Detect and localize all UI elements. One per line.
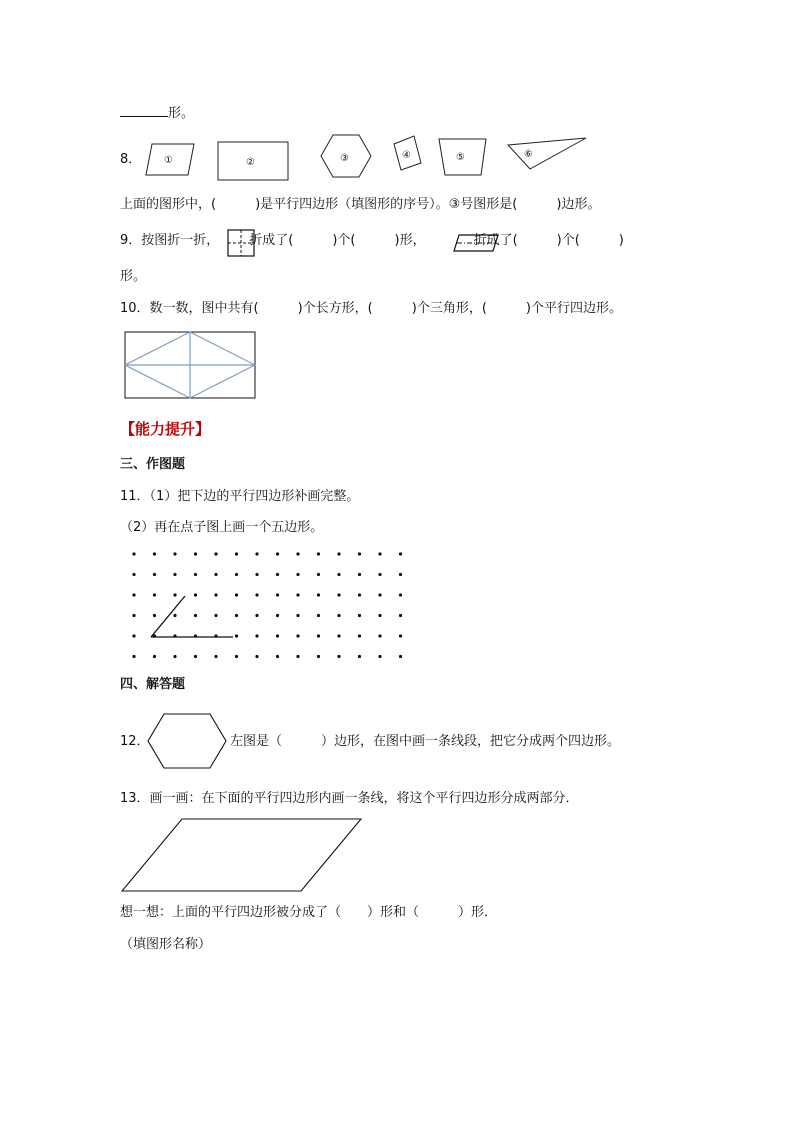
q13-line1: 13．画一画：在下面的平行四边形内画一条线，将这个平行四边形分成两部分． bbox=[120, 791, 579, 806]
q7-tail-line bbox=[120, 104, 194, 123]
grid-dot bbox=[235, 552, 238, 555]
grid-dot bbox=[255, 573, 258, 576]
grid-dot bbox=[296, 573, 299, 576]
grid-dot bbox=[378, 614, 381, 617]
q13-line3: （填图形名称） bbox=[120, 937, 212, 952]
q9-part1: 9．按图折一折， bbox=[120, 233, 220, 248]
grid-dot bbox=[317, 593, 320, 596]
grid-dot bbox=[255, 655, 258, 658]
grid-dot bbox=[173, 655, 176, 658]
q12-text: 左图是（ ）边形，在图中画一条线段，把它分成两个四边形。 bbox=[230, 734, 621, 749]
grid-dot bbox=[194, 573, 197, 576]
grid-dot bbox=[296, 634, 299, 637]
grid-dot bbox=[153, 593, 156, 596]
grid-dot bbox=[153, 552, 156, 555]
grid-dot bbox=[235, 593, 238, 596]
grid-dot bbox=[194, 614, 197, 617]
fold-parallelogram-icon bbox=[453, 233, 499, 253]
grid-dot bbox=[337, 614, 340, 617]
grid-dot bbox=[153, 573, 156, 576]
dot-grid bbox=[130, 548, 400, 663]
grid-dot bbox=[214, 614, 217, 617]
grid-dot bbox=[378, 552, 381, 555]
grid-dot bbox=[399, 552, 402, 555]
q9-line bbox=[120, 232, 624, 250]
q12-hexagon bbox=[146, 712, 228, 770]
grid-dot bbox=[214, 552, 217, 555]
shape-2-label: ② bbox=[246, 157, 255, 168]
q10-figure bbox=[124, 331, 256, 399]
grid-dot bbox=[235, 573, 238, 576]
answer-blank bbox=[120, 104, 168, 117]
grid-dot bbox=[194, 593, 197, 596]
grid-dot bbox=[296, 614, 299, 617]
grid-dot bbox=[132, 634, 135, 637]
section-improve-title: 【能力提升】 bbox=[120, 420, 211, 438]
grid-dot bbox=[317, 634, 320, 637]
grid-dot bbox=[173, 593, 176, 596]
shape-6-label: ⑥ bbox=[524, 149, 533, 160]
grid-dot bbox=[235, 614, 238, 617]
grid-dot bbox=[378, 634, 381, 637]
grid-dot bbox=[235, 655, 238, 658]
grid-dot bbox=[337, 655, 340, 658]
grid-dot bbox=[132, 614, 135, 617]
grid-dot bbox=[194, 552, 197, 555]
grid-dot bbox=[132, 552, 135, 555]
grid-dot bbox=[255, 634, 258, 637]
grid-dot bbox=[194, 655, 197, 658]
grid-dot bbox=[255, 552, 258, 555]
grid-dot bbox=[378, 655, 381, 658]
grid-dot bbox=[378, 573, 381, 576]
grid-dot bbox=[337, 634, 340, 637]
grid-dot bbox=[255, 593, 258, 596]
grid-dot bbox=[399, 655, 402, 658]
grid-dot bbox=[153, 655, 156, 658]
grid-dot bbox=[378, 593, 381, 596]
grid-dot bbox=[337, 573, 340, 576]
shape-3-label: ③ bbox=[340, 153, 349, 164]
grid-dot bbox=[173, 614, 176, 617]
q10-text: 10．数一数，图中共有( )个长方形，( )个三角形，( )个平行四边形。 bbox=[120, 301, 622, 316]
grid-dot bbox=[399, 593, 402, 596]
shape-6-triangle bbox=[508, 138, 586, 169]
shape-1-label: ① bbox=[164, 155, 173, 166]
grid-dot bbox=[317, 614, 320, 617]
grid-dot bbox=[276, 634, 279, 637]
grid-dot bbox=[317, 655, 320, 658]
grid-dot bbox=[399, 573, 402, 576]
grid-dot bbox=[317, 552, 320, 555]
grid-dot bbox=[296, 593, 299, 596]
q9-part2: 折成了( )个( )形， bbox=[249, 233, 426, 248]
grid-dot bbox=[132, 593, 135, 596]
grid-dot bbox=[173, 573, 176, 576]
q7-tail-text: 形。 bbox=[168, 106, 195, 121]
section-4-title: 四、解答题 bbox=[120, 677, 186, 692]
q9-tail: 形。 bbox=[120, 269, 147, 284]
grid-dot bbox=[358, 593, 361, 596]
grid-dot bbox=[276, 593, 279, 596]
grid-dot bbox=[399, 614, 402, 617]
grid-dot bbox=[132, 655, 135, 658]
grid-dot bbox=[358, 655, 361, 658]
q8-shapes bbox=[140, 132, 600, 182]
grid-dot bbox=[399, 634, 402, 637]
grid-dot bbox=[337, 552, 340, 555]
grid-dot bbox=[296, 552, 299, 555]
q13-line2: 想一想：上面的平行四边形被分成了（ ）形和（ ）形． bbox=[120, 905, 498, 920]
grid-dot bbox=[153, 614, 156, 617]
q8-text: 上面的图形中，( )是平行四边形（填图形的序号）。③号图形是( )边形。 bbox=[120, 197, 601, 212]
shape-4-label: ④ bbox=[402, 150, 411, 161]
grid-dot bbox=[276, 655, 279, 658]
grid-dot bbox=[337, 593, 340, 596]
q12-number: 12． bbox=[120, 734, 150, 749]
q11-line1: 11．（1）把下边的平行四边形补画完整。 bbox=[120, 489, 360, 504]
grid-dot bbox=[214, 655, 217, 658]
grid-dot bbox=[358, 573, 361, 576]
grid-dot bbox=[132, 573, 135, 576]
grid-dot bbox=[358, 634, 361, 637]
q13-parallelogram bbox=[120, 817, 364, 893]
grid-dot bbox=[276, 573, 279, 576]
grid-dot bbox=[214, 573, 217, 576]
grid-dot bbox=[276, 614, 279, 617]
grid-dot bbox=[358, 614, 361, 617]
grid-dot bbox=[358, 552, 361, 555]
grid-dot bbox=[276, 552, 279, 555]
q8-number: 8． bbox=[120, 152, 142, 167]
grid-dot bbox=[255, 614, 258, 617]
shape-5-label: ⑤ bbox=[456, 152, 465, 163]
section-3-title: 三、作图题 bbox=[120, 457, 186, 472]
q11-line2: （2）再在点子图上画一个五边形。 bbox=[120, 520, 324, 535]
grid-dot bbox=[214, 593, 217, 596]
grid-dot bbox=[235, 634, 238, 637]
q9-part3: 折成了( )个( ) bbox=[473, 233, 624, 248]
grid-dot bbox=[173, 552, 176, 555]
fold-square-icon bbox=[227, 229, 255, 257]
grid-dot bbox=[296, 655, 299, 658]
grid-dot bbox=[317, 573, 320, 576]
